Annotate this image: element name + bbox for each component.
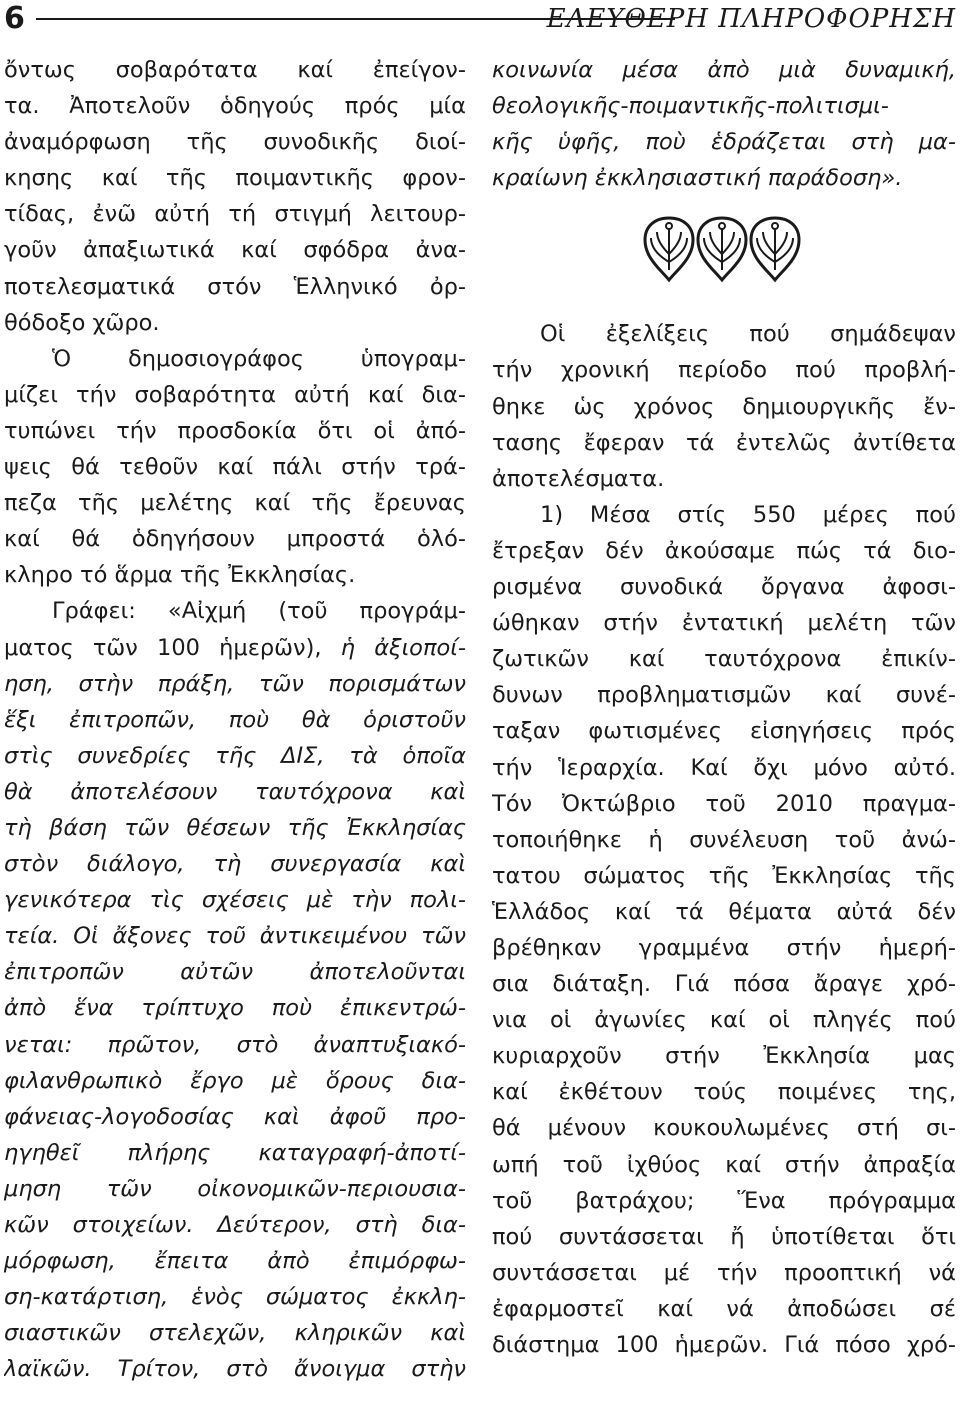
text-line: φιλανθρωπικὸ ἔργο μὲ ὅρους δια- — [4, 1067, 466, 1094]
left-column — [4, 52, 466, 1387]
text-run: ματος τῶν 100 ἡμερῶν), — [4, 634, 341, 661]
text-line: πού συντάσσεται ἤ ὑποτίθεται ὅτι — [492, 1223, 956, 1250]
text-line: νεται: πρῶτον, στὸ ἀναπτυξιακό- — [4, 1031, 466, 1058]
text-line: φάνειας-λογοδοσίας καὶ ἀφοῦ προ- — [4, 1103, 466, 1130]
text-line: ἕξι ἐπιτροπῶν, ποὺ θὰ ὁριστοῦν — [4, 706, 466, 733]
text-line: γενικότερα τὶς σχέσεις μὲ τὴν πολι- — [4, 887, 466, 914]
text-line: κοινωνία μέσα ἀπὸ μιὰ δυναμική, — [492, 57, 956, 83]
text-line: ση-κατάρτιση, ἑνὸς σώματος ἐκκλη- — [4, 1284, 466, 1311]
page-number: 6 — [4, 1, 25, 36]
text-line: τεία. Οἱ ἄξονες τοῦ ἀντικειμένου τῶν — [4, 923, 466, 950]
right-column — [492, 52, 956, 1363]
section-ornament — [492, 196, 956, 316]
publication-title: ΕΛΕΥΘΕΡΗ ΠΛΗΡΟΦΟΡΗΣΗ — [546, 4, 956, 34]
text-line: θά μένουν κουκουλωμένες στή σι- — [492, 1115, 956, 1142]
text-line: γοῦν ἀπαξιωτικά καί σφόδρα ἀνα- — [4, 237, 466, 264]
text-line: Ἑλλάδος καί τά θέματα αὐτά δέν — [492, 898, 956, 925]
text-line: Ὁ δημοσιογράφος ὑπογραμ- — [52, 345, 466, 372]
text-line: θεολογικῆς-ποιμαντικῆς-πολιτισμι- — [492, 93, 889, 120]
text-line: ἀποτελέσματα. — [492, 465, 665, 492]
text-line: ἐφαρμοστεῖ καί νά ἀποδώσει σέ — [492, 1295, 956, 1322]
text-line: τοποιήθηκε ἡ συνέλευση τοῦ ἀνώ- — [492, 826, 956, 853]
text-line: καί ἐκθέτουν τούς ποιμένες της, — [492, 1079, 956, 1106]
text-line: τὴ βάση τῶν θέσεων τῆς Ἐκκλησίας — [4, 814, 466, 841]
text-line: σια διάταξη. Γιά πόσα ἄραγε χρό- — [492, 971, 956, 998]
text-line: τήν Ἱεραρχία. Καί ὄχι μόνο αὐτό. — [492, 754, 956, 781]
text-line: ηση, στὴν πράξη, τῶν πορισμάτων — [4, 670, 466, 697]
text-line: θόδοξο χῶρο. — [4, 309, 160, 336]
text-line: ταξαν φωτισμένες εἰσηγήσεις πρός — [492, 718, 956, 745]
text-line: ρισμένα συνοδικά ὄργανα ἀφοσι- — [492, 574, 956, 601]
text-line: στὸν διάλογο, τὴ συνεργασία καὶ — [4, 851, 466, 878]
text-line: στὶς συνεδρίες τῆς ΔΙΣ, τὰ ὁποῖα — [4, 742, 466, 769]
text-line: τίδας, ἐνῶ αὐτή τή στιγμή λειτουρ- — [4, 201, 466, 228]
text-line: ἀπὸ ἕνα τρίπτυχο ποὺ ἐπικεντρώ- — [4, 995, 466, 1022]
text-line: διάστημα 100 ἡμερῶν. Γιά πόσο χρό- — [492, 1332, 956, 1358]
text-line: κῶν στοιχείων. Δεύτερον, στὴ δια- — [4, 1212, 466, 1238]
text-line: ἔτρεξαν δέν ἀκούσαμε πώς τά διο- — [492, 537, 956, 564]
right-column-bottom-text — [492, 316, 956, 1363]
text-line: Τόν Ὀκτώβριο τοῦ 2010 πραγμα- — [492, 790, 956, 817]
text-line: 1) Μέσα στίς 550 μέρες πού — [540, 501, 956, 528]
text-line: νια οἱ ἀγωνίες καί οἱ πληγές πού — [492, 1007, 956, 1034]
text-line: θηκε ὡς χρόνος δημιουργικῆς ἔν- — [492, 393, 956, 420]
text-line: τήν χρονική περίοδο πού προβλή- — [492, 357, 956, 384]
text-line: θὰ ἀποτελέσουν ταυτόχρονα καὶ — [4, 778, 466, 805]
text-line: βρέθηκαν γραμμένα στήν ἡμερή- — [492, 934, 956, 961]
text-line: ὄντως σοβαρότατα καί ἐπείγον- — [4, 57, 466, 83]
right-column-top-text — [492, 52, 956, 196]
text-line: μόρφωση, ἔπειτα ἀπὸ ἐπιμόρφω- — [4, 1248, 466, 1275]
text-line: κραίωνη ἐκκλησιαστική παράδοση». — [492, 165, 903, 192]
text-line: ἐπιτροπῶν αὐτῶν ἀποτελοῦνται — [4, 959, 466, 986]
text-line: ηγηθεῖ πλήρης καταγραφή-ἀποτί- — [4, 1139, 466, 1166]
page-header — [0, 0, 960, 46]
text-line: ωπή τοῦ ἰχθύος καί στήν ἀπραξία — [492, 1151, 956, 1178]
text-line: μίζει τήν σοβαρότητα αὐτή καί δια- — [4, 381, 466, 408]
text-line: κῆς ὑφῆς, ποὺ ἑδράζεται στὴ μα- — [492, 129, 956, 156]
text-line: κυριαρχοῦν στήν Ἐκκλησία μας — [492, 1043, 956, 1070]
text-line: μηση τῶν οἰκονομικῶν-περιουσια- — [4, 1175, 466, 1202]
triple-palmette-ornament-icon — [642, 214, 802, 284]
text-line: σιαστικῶν στελεχῶν, κληρικῶν καὶ — [4, 1320, 466, 1347]
text-line: τασης ἔφεραν τά ἐντελῶς ἀντίθετα — [492, 429, 956, 456]
text-line: ώθηκαν στήν ἐντατική μελέτη τῶν — [492, 610, 956, 637]
text-line: λαϊκῶν. Τρίτον, στὸ ἄνοιγμα στὴν — [4, 1356, 466, 1383]
text-line: καί θά ὁδηγήσουν μπροστά ὁλό- — [4, 526, 466, 553]
text-run-italic: ἡ ἀξιοποί- — [340, 634, 466, 661]
text-line: τυπώνει τήν προσδοκία ὅτι οἱ ἀπό- — [4, 417, 466, 444]
text-line: κληρο τό ἅρμα τῆς Ἐκκλησίας. — [4, 562, 356, 589]
text-line: ἀναμόρφωση τῆς συνοδικῆς διοί- — [4, 129, 466, 156]
text-line: πεζα τῆς μελέτης καί τῆς ἔρευνας — [4, 490, 466, 517]
text-line: ποτελεσματικά στόν Ἑλληνικό ὀρ- — [4, 273, 466, 300]
text-line: τα. Ἀποτελοῦν ὁδηγούς πρός μία — [4, 93, 466, 120]
text-line — [4, 630, 466, 666]
text-line: ψεις θά τεθοῦν καί πάλι στήν τρά- — [4, 454, 466, 481]
text-line: Γράφει: «Αἰχμή (τοῦ προγράμ- — [52, 598, 466, 625]
text-line: συντάσσεται μέ τήν προοπτική νά — [492, 1259, 956, 1286]
text-line: κησης καί τῆς ποιμαντικῆς φρον- — [4, 165, 466, 192]
text-line: Οἱ ἐξελίξεις πού σημάδεψαν — [540, 321, 956, 348]
text-line: ζωτικῶν καί ταυτόχρονα ἐπικίν- — [492, 646, 956, 673]
text-line: τατου σώματος τῆς Ἐκκλησίας τῆς — [492, 862, 956, 889]
text-line: τοῦ βατράχου; Ἕνα πρόγραμμα — [492, 1187, 956, 1214]
text-line: δυνων προβληματισμῶν καί συνέ- — [492, 682, 956, 709]
